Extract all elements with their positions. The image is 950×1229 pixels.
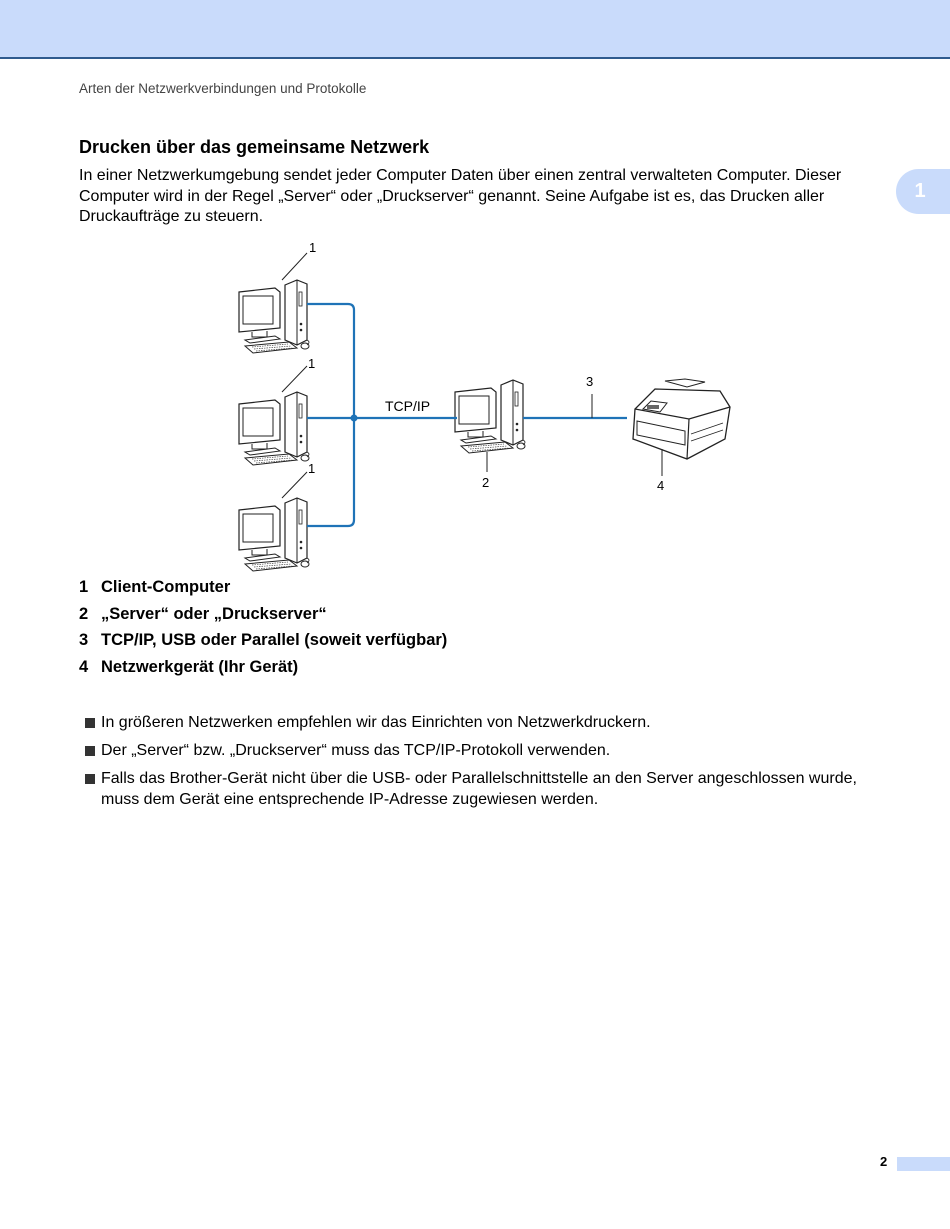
legend-item: 2 „Server“ oder „Druckserver“ xyxy=(79,604,327,623)
callout-leaders xyxy=(282,253,665,498)
chapter-tab: 1 xyxy=(896,169,950,214)
legend-item: 4 Netzwerkgerät (Ihr Gerät) xyxy=(79,657,299,676)
intro-paragraph: In einer Netzwerkumgebung sendet jeder Computer Daten über einen zentral verwalteten Computer. Dieser Computer wird in der Regel „Server“ oder „Druckserver“ genannt. Seine Aufgabe ist es, das Drucken aller Druckaufträge zu steuern. xyxy=(79,167,842,225)
legend-item: 1 Client-Computer xyxy=(79,578,231,596)
page-number-band xyxy=(897,1157,950,1171)
client-computer-3 xyxy=(239,498,309,571)
printer-device xyxy=(633,379,730,459)
callout-2: 2 xyxy=(482,475,490,490)
note-item: In größeren Netzwerken empfehlen wir das Einrichten von Netzwerkdruckern. xyxy=(85,713,885,734)
server-computer xyxy=(455,380,525,453)
tcpip-label: TCP/IP xyxy=(385,398,431,414)
square-bullet-icon xyxy=(85,774,95,784)
running-header: Arten der Netzwerkverbindungen und Protokolle xyxy=(79,81,367,96)
note-item: Falls das Brother-Gerät nicht über die USB- oder Parallelschnittstelle an den Server angeschlossen wurde, muss dem Gerät eine entsprechende IP-Adresse zugewiesen werden. xyxy=(85,769,885,810)
client-computer-2 xyxy=(239,392,309,465)
callout-1-b: 1 xyxy=(308,356,316,371)
client-computer-1 xyxy=(239,280,309,353)
callout-4: 4 xyxy=(657,478,665,493)
notes-list xyxy=(85,713,885,818)
junction-node xyxy=(351,415,358,422)
square-bullet-icon xyxy=(85,746,95,756)
callout-1-a: 1 xyxy=(309,240,317,255)
diagram-legend xyxy=(79,578,447,684)
top-header-band xyxy=(0,0,950,59)
square-bullet-icon xyxy=(85,718,95,728)
section-title: Drucken über das gemeinsame Netzwerk xyxy=(79,137,430,157)
legend-item: 3 TCP/IP, USB oder Parallel (soweit verfügbar) xyxy=(79,631,448,649)
network-diagram xyxy=(225,236,745,576)
callout-3: 3 xyxy=(586,374,594,389)
callout-1-c: 1 xyxy=(308,461,316,476)
note-item: Der „Server“ bzw. „Druckserver“ muss das TCP/IP-Protokoll verwenden. xyxy=(85,741,885,762)
page-number: 2 xyxy=(880,1154,888,1169)
